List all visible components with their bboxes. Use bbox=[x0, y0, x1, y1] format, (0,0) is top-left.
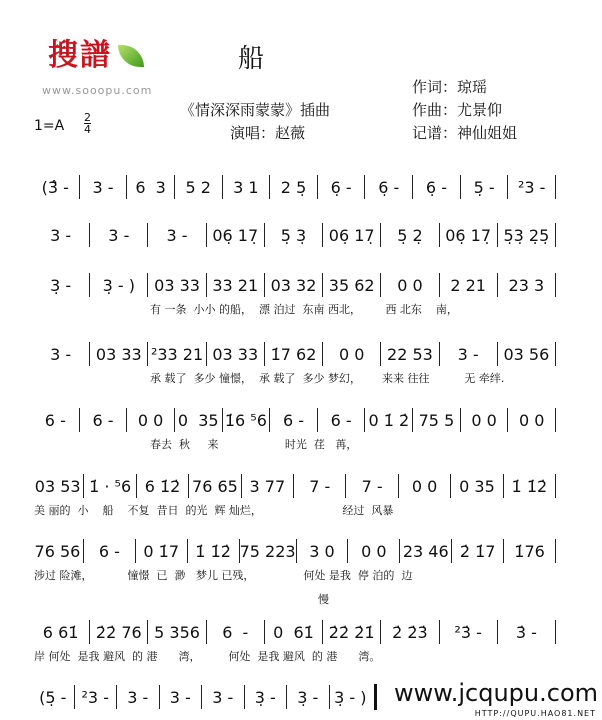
measure: 1̇7 62 bbox=[270, 344, 317, 364]
song-title: 船 bbox=[238, 44, 265, 74]
measure: 3 - bbox=[108, 225, 130, 245]
measure: 6̣ - bbox=[330, 177, 352, 197]
measure: 03 32 bbox=[270, 275, 317, 295]
measure: 03 33 bbox=[154, 275, 200, 295]
measure: 6 - bbox=[44, 410, 66, 430]
measure: 06̣ 17̣ bbox=[445, 225, 492, 245]
measure: 1̇6 ⁵6 bbox=[224, 410, 267, 430]
logo bbox=[48, 38, 144, 74]
measure: 3 0 bbox=[309, 541, 335, 561]
singer: 演唱：赵薇 bbox=[230, 124, 306, 142]
staff-line bbox=[32, 621, 556, 643]
measure: 03 53 bbox=[34, 476, 81, 496]
measure: 3 - bbox=[50, 344, 72, 364]
measure: 3̣ - ) bbox=[102, 275, 136, 295]
measure: (3̂ - bbox=[41, 177, 69, 197]
source: 《情深深雨蒙蒙》插曲 bbox=[180, 101, 331, 119]
leaf-icon bbox=[118, 45, 144, 67]
time-signature bbox=[84, 112, 91, 135]
lyrics-line: 有 一条 小小 的船， 漂 泊过 东南 西北， 西 北东 南， bbox=[150, 303, 458, 316]
bar-line bbox=[555, 273, 556, 297]
measure: 0 0 bbox=[338, 344, 365, 364]
measure: 22 53 bbox=[387, 344, 433, 364]
measure: 2 21 bbox=[450, 275, 486, 295]
measure: 0 0 bbox=[361, 541, 387, 561]
measure: 0 0 bbox=[471, 410, 497, 430]
measure: 3 77 bbox=[249, 476, 286, 496]
bar-line bbox=[555, 342, 556, 366]
measure: 3 - bbox=[92, 177, 114, 197]
bar-line bbox=[555, 223, 556, 247]
bar-line bbox=[555, 474, 556, 498]
lyrics-line: 承 载了 多少 憧憬， 承 载了 多少 梦幻， 来来 往往 无 牵绊. bbox=[150, 372, 505, 385]
measure: 1̇76 bbox=[514, 541, 545, 561]
measure: 6̣ - bbox=[425, 177, 447, 197]
measure: 5 2 bbox=[185, 177, 211, 197]
bar-line bbox=[555, 620, 556, 644]
measure: 3̇ - bbox=[515, 622, 537, 642]
measure: 6 - bbox=[222, 622, 249, 642]
measure: 3 - bbox=[212, 687, 234, 707]
measure: 5̣ - bbox=[473, 177, 495, 197]
measure: 0 35 bbox=[177, 410, 219, 430]
measure: 5̣3̣ 2̣5̣ bbox=[503, 225, 550, 245]
measure: 0 1̇7 bbox=[143, 541, 180, 561]
measure: 0 1̇ 2̇ bbox=[368, 410, 410, 430]
time-bottom: 4 bbox=[84, 123, 91, 136]
measure: ²3 - bbox=[81, 687, 109, 707]
measure: ²33 21 bbox=[150, 344, 204, 364]
measure: 3 - bbox=[127, 687, 149, 707]
key-signature: 1=A bbox=[34, 118, 65, 134]
staff-line bbox=[32, 540, 556, 562]
measure: ²3 - bbox=[518, 177, 546, 197]
staff-line bbox=[32, 176, 556, 198]
staff-line bbox=[32, 274, 556, 296]
measure: 3̣ - bbox=[254, 687, 276, 707]
measure: 75 5 bbox=[418, 410, 455, 430]
measure: 6 1̇2̇ bbox=[144, 476, 181, 496]
measure: 6 3 bbox=[135, 177, 166, 197]
measure: 2̇2̇ 2̇1̇ bbox=[328, 622, 375, 642]
lyrics-line: 涉过 险滩， 憧憬 已 渺 梦儿 已残， 何处 是我 停 泊的 边 bbox=[34, 569, 413, 582]
measure: 0 0 bbox=[411, 476, 438, 496]
measure: 75 223 bbox=[239, 541, 296, 561]
measure: 0 0 bbox=[519, 410, 545, 430]
measure: 23 46 bbox=[402, 541, 449, 561]
measure: 5 356 bbox=[154, 622, 200, 642]
final-bar-line bbox=[374, 684, 377, 710]
measure: 03 33 bbox=[95, 344, 142, 364]
measure: 33 21 bbox=[212, 275, 259, 295]
transcriber: 记谱：神仙姐姐 bbox=[412, 124, 518, 142]
measure: 5̣ 2̣ bbox=[397, 225, 423, 245]
measure: 6 - bbox=[92, 410, 114, 430]
bar-line bbox=[555, 408, 556, 432]
staff-line bbox=[32, 475, 556, 497]
tempo-mark: 慢 bbox=[318, 593, 329, 606]
measure: 2̇ 1̇7 bbox=[459, 541, 496, 561]
lyrics-line: 春去 秋 来 时光 荏 苒， bbox=[150, 438, 358, 451]
measure: 1̇ · ⁵6 bbox=[89, 476, 132, 496]
measure: 1̇ 1̇2̇ bbox=[195, 541, 231, 561]
measure: 3 - bbox=[169, 687, 191, 707]
staff-line bbox=[32, 343, 556, 365]
measure: 2̇ 2̇3̇ bbox=[392, 622, 428, 642]
time-top: 2 bbox=[84, 111, 91, 124]
measure: 76 56 bbox=[34, 541, 81, 561]
measure: 6̣ - bbox=[378, 177, 400, 197]
measure: 6 61̇ bbox=[42, 622, 79, 642]
measure: 3̣ - ) bbox=[334, 687, 367, 707]
measure: 3̣ - bbox=[50, 275, 72, 295]
staff-line bbox=[32, 224, 556, 246]
measure: 06̣ 17̣ bbox=[212, 225, 259, 245]
measure: 23 3 bbox=[508, 275, 545, 295]
measure: 3 - bbox=[457, 344, 479, 364]
logo-site: www.sooopu.com bbox=[42, 84, 153, 97]
measure: 6 - bbox=[283, 410, 305, 430]
measure: 3 - bbox=[50, 225, 72, 245]
composer: 作曲：尤景仰 bbox=[412, 101, 503, 119]
measure: 7 - bbox=[309, 476, 331, 496]
measure: 6 - bbox=[330, 410, 352, 430]
measure: 03 56 bbox=[503, 344, 550, 364]
bar-line bbox=[555, 539, 556, 563]
lyricist: 作词：琼瑶 bbox=[412, 78, 488, 96]
measure: 3 - bbox=[166, 225, 188, 245]
logo-text: 搜譜 bbox=[48, 38, 112, 73]
measure: 0 61̇ bbox=[273, 622, 314, 642]
measure: 76 65 bbox=[192, 476, 238, 496]
measure: 7 - bbox=[361, 476, 383, 496]
measure: 2̇2̇ 76 bbox=[95, 622, 142, 642]
measure: ²3̇ - bbox=[454, 622, 482, 642]
measure: 0 35 bbox=[459, 476, 495, 496]
staff-line bbox=[32, 686, 377, 708]
measure: 0 0 bbox=[137, 410, 164, 430]
watermark: www.jcqupu.com bbox=[394, 679, 598, 707]
measure: 6 - bbox=[98, 541, 120, 561]
measure: 3̣ - bbox=[297, 687, 319, 707]
measure: 0 0 bbox=[397, 275, 423, 295]
lyrics-line: 岸 何处 是我 避风 的 港 湾， 何处 是我 避风 的 港 湾。 bbox=[34, 650, 381, 663]
measure: 06̣ 17̣ bbox=[328, 225, 375, 245]
measure: 35 62 bbox=[328, 275, 375, 295]
measure: 5̣ 3̣ bbox=[280, 225, 307, 245]
measure: 2 5̣ bbox=[280, 177, 307, 197]
measure: 03 33 bbox=[212, 344, 259, 364]
staff-line bbox=[32, 409, 556, 431]
measure: 3 1 bbox=[233, 177, 259, 197]
measure: 1̇ 1̇2̇ bbox=[511, 476, 548, 496]
lyrics-line: 美 丽的 小 船 不复 昔日 的光 辉 灿烂， 经过 风暴 bbox=[34, 504, 394, 517]
watermark-sub: HTTP://QUPU.HAO81.NET bbox=[474, 709, 596, 718]
measure: (5̣ - bbox=[39, 687, 67, 707]
bar-line bbox=[555, 175, 556, 199]
